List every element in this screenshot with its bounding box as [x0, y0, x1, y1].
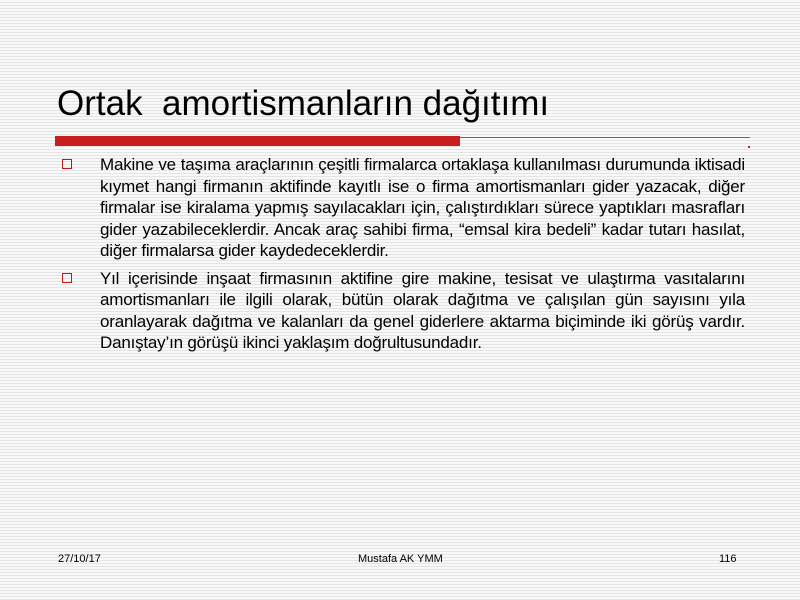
slide-title: Ortak amortismanların dağıtımı — [57, 84, 550, 123]
bullet-item — [60, 268, 745, 354]
bullet-text: Makine ve taşıma araçlarının çeşitli firmalarca ortaklaşa kullanılması durumunda iktisadi kıymet hangi firmanın aktifinde kayıtlı ise o firma amortismanları gider yazacak, diğer firmalar ise kiralama yapmış sayılacakları için, çalıştırdıkları sürece yaptıkları masrafları gider yazabileceklerdir. Ancak araç sahibi firma, “emsal kira bedeli” kadar tutarı hasılat, diğer firmalarsa gider kaydedeceklerdir. — [100, 155, 745, 260]
title-underline-thick — [55, 136, 460, 146]
hollow-square-bullet-icon — [62, 159, 72, 169]
title-underline-dot — [748, 146, 750, 148]
footer-page-number: 116 — [719, 553, 737, 565]
bullet-item — [60, 154, 745, 262]
hollow-square-bullet-icon — [62, 273, 72, 283]
footer-author: Mustafa AK YMM — [358, 553, 443, 565]
footer-date: 27/10/17 — [58, 553, 101, 565]
bullet-text: Yıl içerisinde inşaat firmasının aktifine gire makine, tesisat ve ulaştırma vasıtalarını amortismanları ile ilgili olarak, bütün olarak dağıtma ve çalışılan gün sayısını yıla oranlayarak dağıtma ve kalanları da genel giderlere aktarma biçiminde iki görüş vardır. Danıştay’ın görüşü ikinci yaklaşım doğrultusundadır. — [100, 268, 745, 352]
bullet-list — [60, 154, 745, 360]
